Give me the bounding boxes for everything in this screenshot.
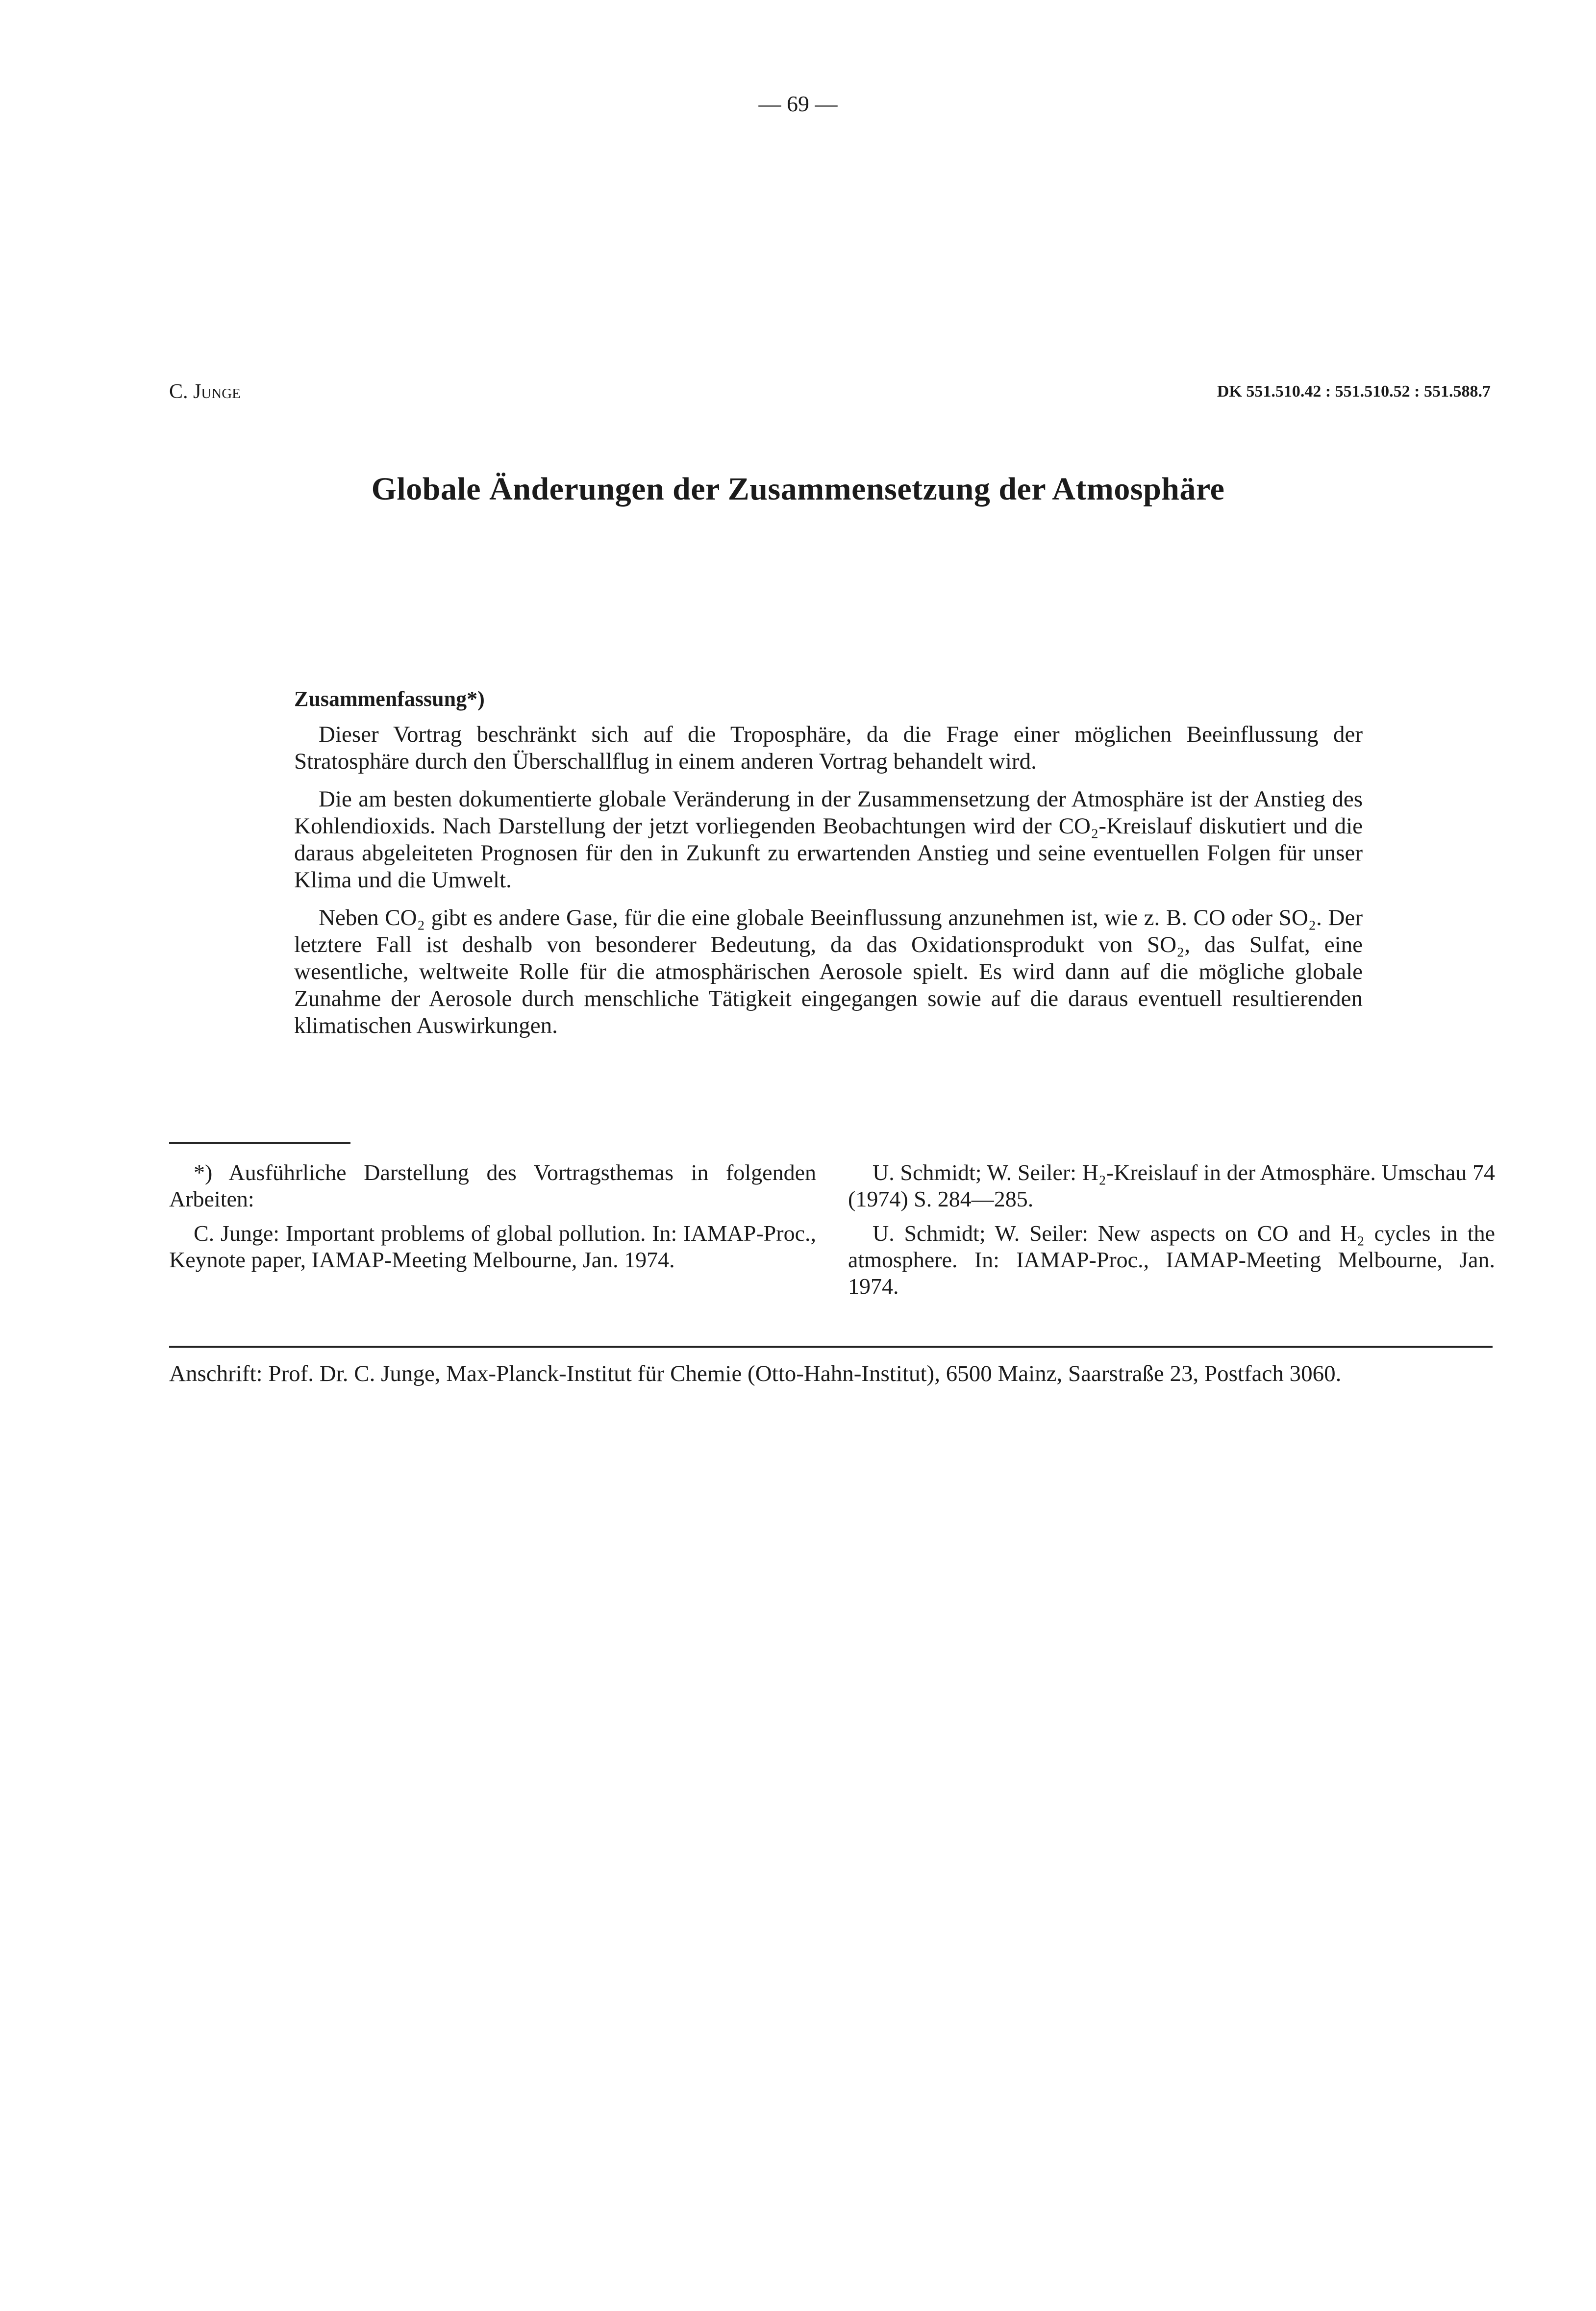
page-number: — 69 — [758, 91, 838, 116]
author-name: C. Junge [169, 380, 241, 403]
abstract-heading: Zusammenfassung*) [294, 687, 485, 711]
footnote-reference: C. Junge: Important problems of global pollution. In: IAMAP-Proc., Keynote paper, IAMAP-Meeting Melbourne, Jan. 1974. [169, 1221, 816, 1272]
footnote-entry: *) Ausführliche Darstellung des Vortragsthemas in folgenden Arbeiten: [169, 1160, 816, 1211]
abstract [294, 686, 1363, 1050]
footnotes-right-column [848, 1159, 1495, 1307]
author-address: Anschrift: Prof. Dr. C. Junge, Max-Planck-Institut für Chemie (Otto-Hahn-Institut), 6500 Mainz, Saarstraße 23, Postfach 3060. [169, 1361, 1342, 1386]
footnote-rule [169, 1142, 350, 1144]
abstract-paragraph: Dieser Vortrag beschränkt sich auf die Troposphäre, da die Frage einer möglichen Beeinflussung der Stratosphäre durch den Überschallflug in einem anderen Vortrag behandelt wird. [294, 722, 1363, 774]
article-title: Globale Änderungen der Zusammensetzung der Atmosphäre [371, 471, 1225, 507]
abstract-paragraph: Neben CO₂ gibt es andere Gase, für die eine globale Beeinflussung anzunehmen ist, wie z. B. CO oder SO₂. Der letztere Fall ist deshalb von besonderer Bedeutung, da das Oxidationsprodukt von SO₂, das Sulfat, eine wesentliche, weltweite Rolle für die atmosphärischen Aerosole spielt. Es wird dann auf die mögliche globale Zunahme der Aerosole durch menschliche Tätigkeit eingegangen sowie auf die daraus eventuell resultierenden klimatischen Auswirkungen. [294, 905, 1363, 1038]
footnote-reference: U. Schmidt; W. Seiler: New aspects on CO and H₂ cycles in the atmosphere. In: IAMAP-Proc., IAMAP-Meeting Melbourne, Jan. 1974. [848, 1221, 1495, 1299]
dk-classification: DK 551.510.42 : 551.510.52 : 551.588.7 [1217, 382, 1491, 401]
footnotes-left-column [169, 1159, 816, 1281]
abstract-paragraph: Die am besten dokumentierte globale Veränderung in der Zusammensetzung der Atmosphäre ist der Anstieg des Kohlendioxids. Nach Darstellung der jetzt vorliegenden Beobachtungen wird der CO₂-Kreislauf diskutiert und die daraus abgeleiteten Prognosen für den in Zukunft zu erwartenden Anstieg und seine eventuellen Folgen für unser Klima und die Umwelt. [294, 786, 1363, 893]
address-rule [169, 1346, 1493, 1348]
footnote-reference: U. Schmidt; W. Seiler: H₂-Kreislauf in der Atmosphäre. Umschau 74 (1974) S. 284—285. [848, 1160, 1495, 1211]
